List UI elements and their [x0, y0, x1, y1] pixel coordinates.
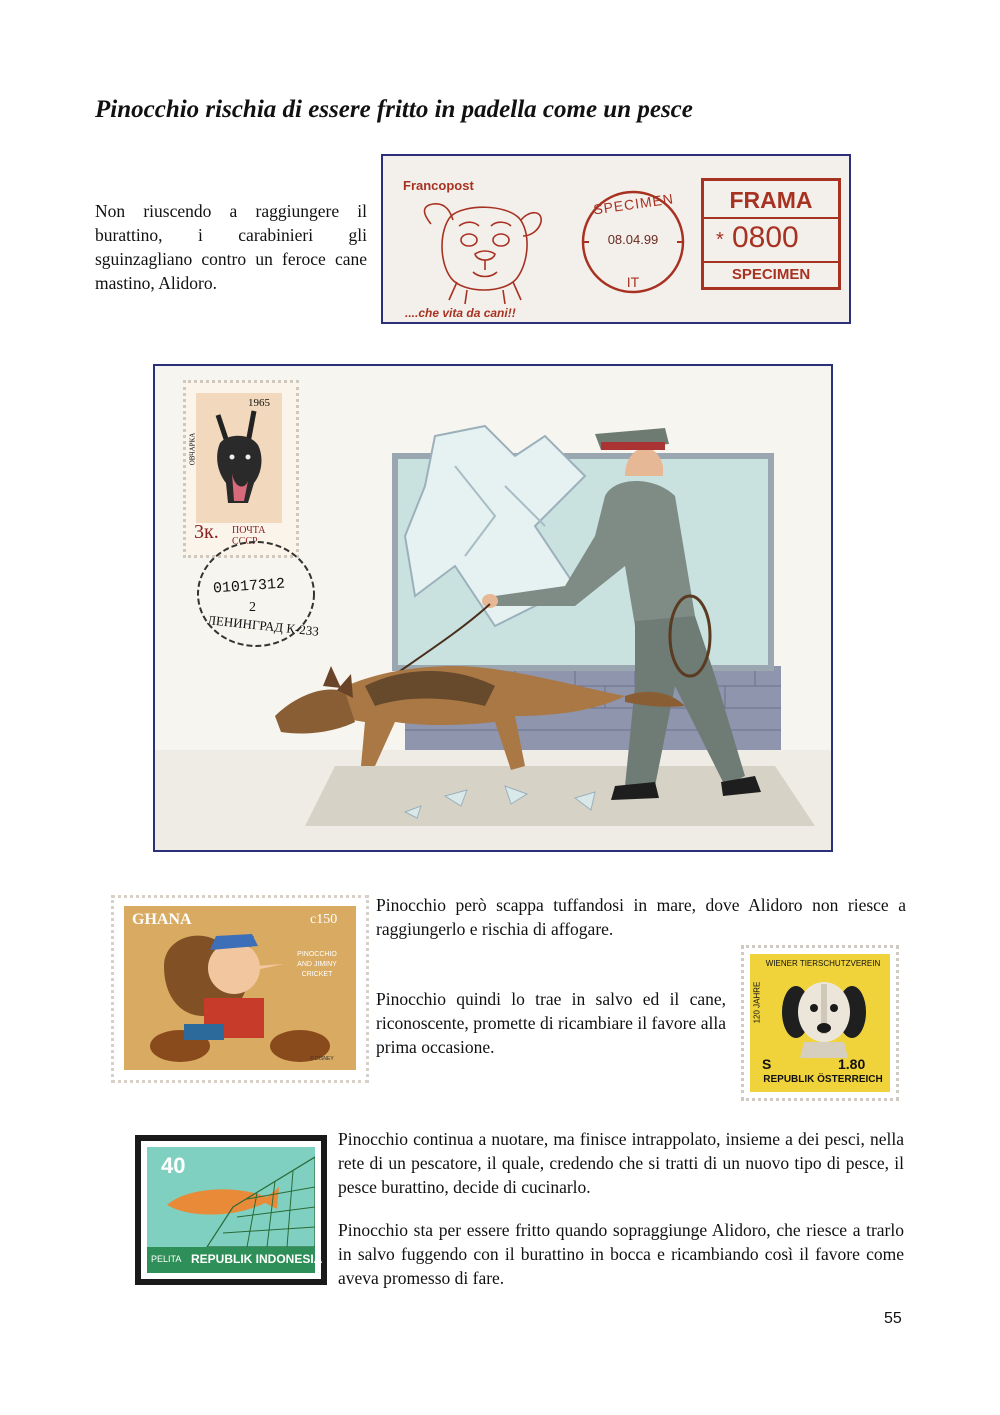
ghana-credit: © DISNEY: [310, 1056, 334, 1062]
frama-value: 0800: [732, 221, 799, 254]
austria-side: 120 JAHRE: [752, 981, 762, 1024]
pug-dog-icon: [413, 196, 553, 308]
ghana-value: c150: [310, 912, 338, 927]
postmark-date: 08.04.99: [607, 232, 659, 247]
indonesia-program: PELITA: [151, 1254, 182, 1264]
meter-slogan: ....che vita da cani!!: [405, 306, 516, 320]
puppy-icon: [774, 972, 874, 1060]
indonesia-value: 40: [161, 1153, 186, 1178]
page-number: 55: [884, 1310, 902, 1327]
austria-value: 1.80: [838, 1056, 866, 1072]
frama-star: *: [716, 229, 724, 251]
cancel-date: 01017312: [212, 575, 286, 598]
ghana-caption: PINOCCHIO AND JIMINY CRICKET: [297, 951, 337, 978]
maximum-card: [153, 364, 833, 852]
ghana-country: GHANA: [132, 911, 192, 928]
indonesia-stamp: [135, 1135, 327, 1285]
austria-top: WIENER TIERSCHUTZVEREIN: [765, 959, 881, 968]
meter-stamp: [381, 154, 851, 324]
cancel-number: 2: [249, 600, 256, 615]
page-title: Pinocchio rischia di essere fritto in padella come un pesce: [95, 96, 693, 123]
austria-country: REPUBLIK ÖSTERREICH: [763, 1074, 883, 1085]
paragraph-escape: Pinocchio però scappa tuffandosi in mare, dove Alidoro non riesce a raggiungerlo e rischia di affogare.: [376, 895, 906, 939]
postmark-specimen: SPECIMEN: [592, 190, 675, 218]
frama-divider-bottom: [704, 261, 838, 263]
austria-currency: S: [762, 1056, 772, 1072]
stamp-country: ПОЧТА СССР: [232, 525, 266, 547]
frama-value-box: [701, 178, 841, 290]
stamp-breed: ОВЧАРКА: [188, 432, 197, 466]
soviet-dog-stamp: [183, 380, 299, 558]
meter-brand: Francopost: [403, 178, 474, 193]
indonesia-country: REPUBLIK INDONESIA: [191, 1252, 323, 1266]
paragraph-rescue: Pinocchio quindi lo trae in salvo ed il cane, riconoscente, promette di ricambiare il favore alla prima occasione.: [376, 989, 726, 1057]
frama-label: FRAMA: [729, 187, 813, 213]
stamp-value: 3к.: [194, 521, 219, 543]
ghana-stamp: [111, 895, 369, 1083]
stamp-year: 1965: [248, 397, 270, 409]
paragraph-fried: Pinocchio sta per essere fritto quando sopraggiunge Alidoro, che riesce a trarlo in salvo fuggendo con il burattino in bocca e ricambiando così il favore come aveva promesso di fare.: [338, 1220, 904, 1288]
paragraph-net: Pinocchio continua a nuotare, ma finisce intrappolato, insieme a dei pesci, nella rete di un pescatore, il quale, credendo che si tratti di un nuovo tipo di pesce, il pesce burattino, decide di cucinarlo.: [338, 1129, 904, 1197]
shepherd-dog-icon: [204, 403, 280, 507]
cancel-city: ЛЕНИНГРАД К-233: [206, 612, 320, 639]
pinocchio-icon: [124, 906, 356, 1070]
austria-stamp: [741, 945, 899, 1101]
postmark-country: IT: [626, 274, 640, 290]
paragraph-alidoro-intro: Non riuscendo a raggiungere il burattino, i carabinieri gli sguinzagliano contro un feroce cane mastino, Alidoro.: [95, 201, 367, 293]
frama-divider-top: [704, 217, 838, 219]
frama-specimen: SPECIMEN: [731, 266, 811, 283]
